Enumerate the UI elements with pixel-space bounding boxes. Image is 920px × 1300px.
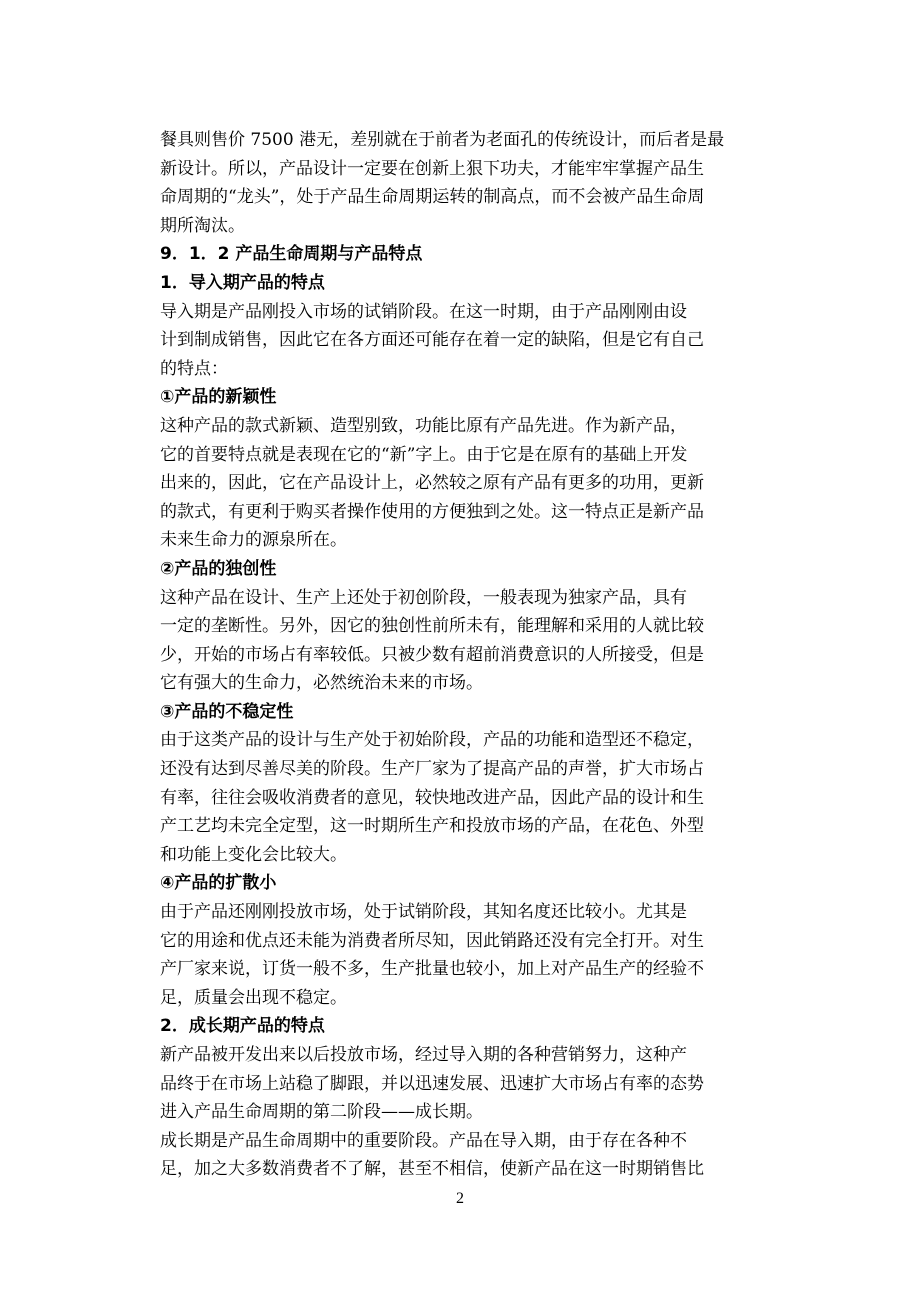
text-line: 少，开始的市场占有率较低。只被少数有超前消费意识的人所接受，但是 xyxy=(160,644,704,665)
text-line: 足，加之大多数消费者不了解，甚至不相信，使新产品在这一时期销售比 xyxy=(160,1159,704,1180)
subsection-heading: 1．导入期产品的特点 xyxy=(160,272,325,293)
text-line: 未来生命力的源泉所在。 xyxy=(160,530,347,551)
item-heading: ④产品的扩散小 xyxy=(160,873,277,894)
text-line: 的款式，有更利于购买者操作使用的方便独到之处。这一特点正是新产品 xyxy=(160,501,704,522)
item-heading: ③产品的不稳定性 xyxy=(160,701,294,722)
text-line: 产工艺均未完全定型，这一时期所生产和投放市场的产品，在花色、外型 xyxy=(160,816,704,837)
text-line: 成长期是产品生命周期中的重要阶段。产品在导入期，由于存在各种不 xyxy=(160,1130,687,1151)
item-heading: ①产品的新颖性 xyxy=(160,387,277,408)
text-line: 它有强大的生命力，必然统治未来的市场。 xyxy=(160,673,483,694)
text-line: 一定的垄断性。另外，因它的独创性前所未有，能理解和采用的人就比较 xyxy=(160,616,704,637)
text-line: 由于这类产品的设计与生产处于初始阶段，产品的功能和造型还不稳定， xyxy=(160,730,704,751)
text-line: 新产品被开发出来以后投放市场，经过导入期的各种营销努力，这种产 xyxy=(160,1045,687,1065)
text-line: 品终于在市场上站稳了脚跟，并以迅速发展、迅速扩大市场占有率的态势 xyxy=(160,1073,704,1094)
text-line: 它的首要特点就是表现在它的“新”字上。由于它是在原有的基础上开发 xyxy=(160,444,688,465)
text-line: 命周期的“龙头”，处于产品生命周期运转的制高点，而不会被产品生命周 xyxy=(160,187,705,208)
text-line: 足，质量会出现不稳定。 xyxy=(160,987,347,1008)
text-line: 计到制成销售，因此它在各方面还可能存在着一定的缺陷，但是它有自己 xyxy=(160,330,704,351)
subsection-heading: 2．成长期产品的特点 xyxy=(160,1016,325,1037)
text-line: 导入期是产品刚投入市场的试销阶段。在这一时期，由于产品刚刚由设 xyxy=(160,301,687,322)
text-line: 由于产品还刚刚投放市场，处于试销阶段，其知名度还比较小。尤其是 xyxy=(160,902,687,923)
text-line: 有率，往往会吸收消费者的意见，较快地改进产品，因此产品的设计和生 xyxy=(160,787,704,808)
body-text xyxy=(160,126,772,1184)
text-line: 出来的，因此，它在产品设计上，必然较之原有产品有更多的功用，更新 xyxy=(160,473,704,494)
text-line: 这种产品的款式新颖、造型别致，功能比原有产品先进。作为新产品， xyxy=(160,415,687,436)
text-line: 新设计。所以，产品设计一定要在创新上狠下功夫，才能牢牢掌握产品生 xyxy=(160,158,704,179)
text-line: 期所淘汰。 xyxy=(160,215,245,236)
text-line: 餐具则售价 7500 港无，差别就在于前者为老面孔的传统设计，而后者是最 xyxy=(160,130,725,150)
text-line: 产厂家来说，订货一般不多，生产批量也较小，加上对产品生产的经验不 xyxy=(160,959,704,980)
text-line: 这种产品在设计、生产上还处于初创阶段，一般表现为独家产品，具有 xyxy=(160,587,687,608)
item-heading: ②产品的独创性 xyxy=(160,558,277,579)
section-heading: 9．1．2 产品生命周期与产品特点 xyxy=(160,244,423,265)
text-line: 还没有达到尽善尽美的阶段。生产厂家为了提高产品的声誉，扩大市场占 xyxy=(160,759,704,780)
text-line: 的特点： xyxy=(160,358,228,379)
text-line: 进入产品生命周期的第二阶段——成长期。 xyxy=(160,1102,483,1123)
page-number: 2 xyxy=(456,1190,464,1207)
text-line: 和功能上变化会比较大。 xyxy=(160,844,347,865)
text-line: 它的用途和优点还未能为消费者所尽知，因此销路还没有完全打开。对生 xyxy=(160,930,704,951)
